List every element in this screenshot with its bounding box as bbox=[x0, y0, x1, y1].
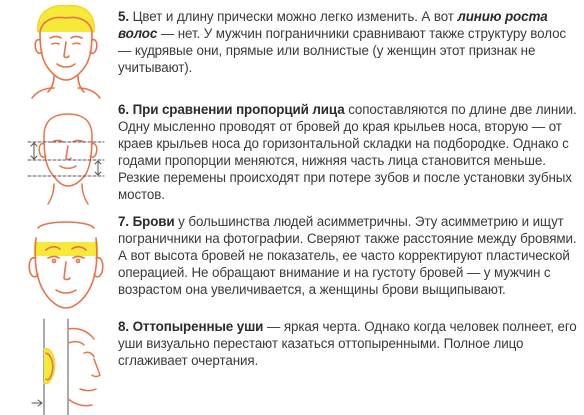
item-5-body: — нет. У мужчин пограничники сравнивают также структуру волос — кудрявые они, прямые или волнистые (у женщин этот признак не учитывают). bbox=[118, 26, 567, 75]
item-7 bbox=[0, 210, 584, 315]
hairline-face-icon bbox=[24, 2, 108, 98]
ears-face-icon bbox=[24, 319, 108, 415]
item-5-pre: Цвет и длину прически можно легко изменить. А вот bbox=[132, 9, 454, 24]
item-7-highlight: Брови bbox=[132, 214, 175, 229]
item-8-text bbox=[118, 318, 580, 369]
item-7-text bbox=[118, 213, 580, 298]
item-5 bbox=[0, 0, 584, 100]
item-6-text bbox=[118, 101, 580, 203]
item-5-number: 5. bbox=[118, 9, 129, 24]
eyebrows-face-icon bbox=[24, 218, 108, 314]
item-7-number: 7. bbox=[118, 214, 129, 229]
item-5-text bbox=[118, 8, 580, 76]
item-8-highlight: Оттопыренные уши bbox=[132, 319, 264, 334]
face-proportions-icon bbox=[24, 110, 108, 206]
item-6-body: сопоставляются по длине две линии. Одну мысленно проводят от бровей до края крыльев носа, вторую — от краев крыльев носа до горизонтальной складки на подбородке. Однако с годами пропорции меняются, нижняя часть лица становится меньше. Резкие перемены происходят при потере зубов и после установки зубных мостов. bbox=[118, 102, 577, 202]
item-7-body: у большинства людей асимметричны. Эту асимметрию и ищут пограничники на фотографии. Сверяют также расстояние между бровями. А вот высота бровей не показатель, ее часто корректируют пластической операцией. Не обращают внимание и на густоту бровей — у мужчин с возрастом она увеличивается, а женщины брови выщипывают. bbox=[118, 214, 577, 297]
item-8-body: — яркая черта. Однако когда человек полнеет, его уши визуально перестают казаться оттопыренными. Полное лицо сглаживает очертания. bbox=[118, 319, 577, 368]
item-8-number: 8. bbox=[118, 319, 129, 334]
item-6 bbox=[0, 100, 584, 210]
item-6-number: 6. bbox=[118, 102, 129, 117]
item-5-highlight: линию роста волос bbox=[118, 9, 548, 41]
item-8 bbox=[0, 315, 584, 415]
item-6-highlight: При сравнении пропорций лица bbox=[132, 102, 345, 117]
